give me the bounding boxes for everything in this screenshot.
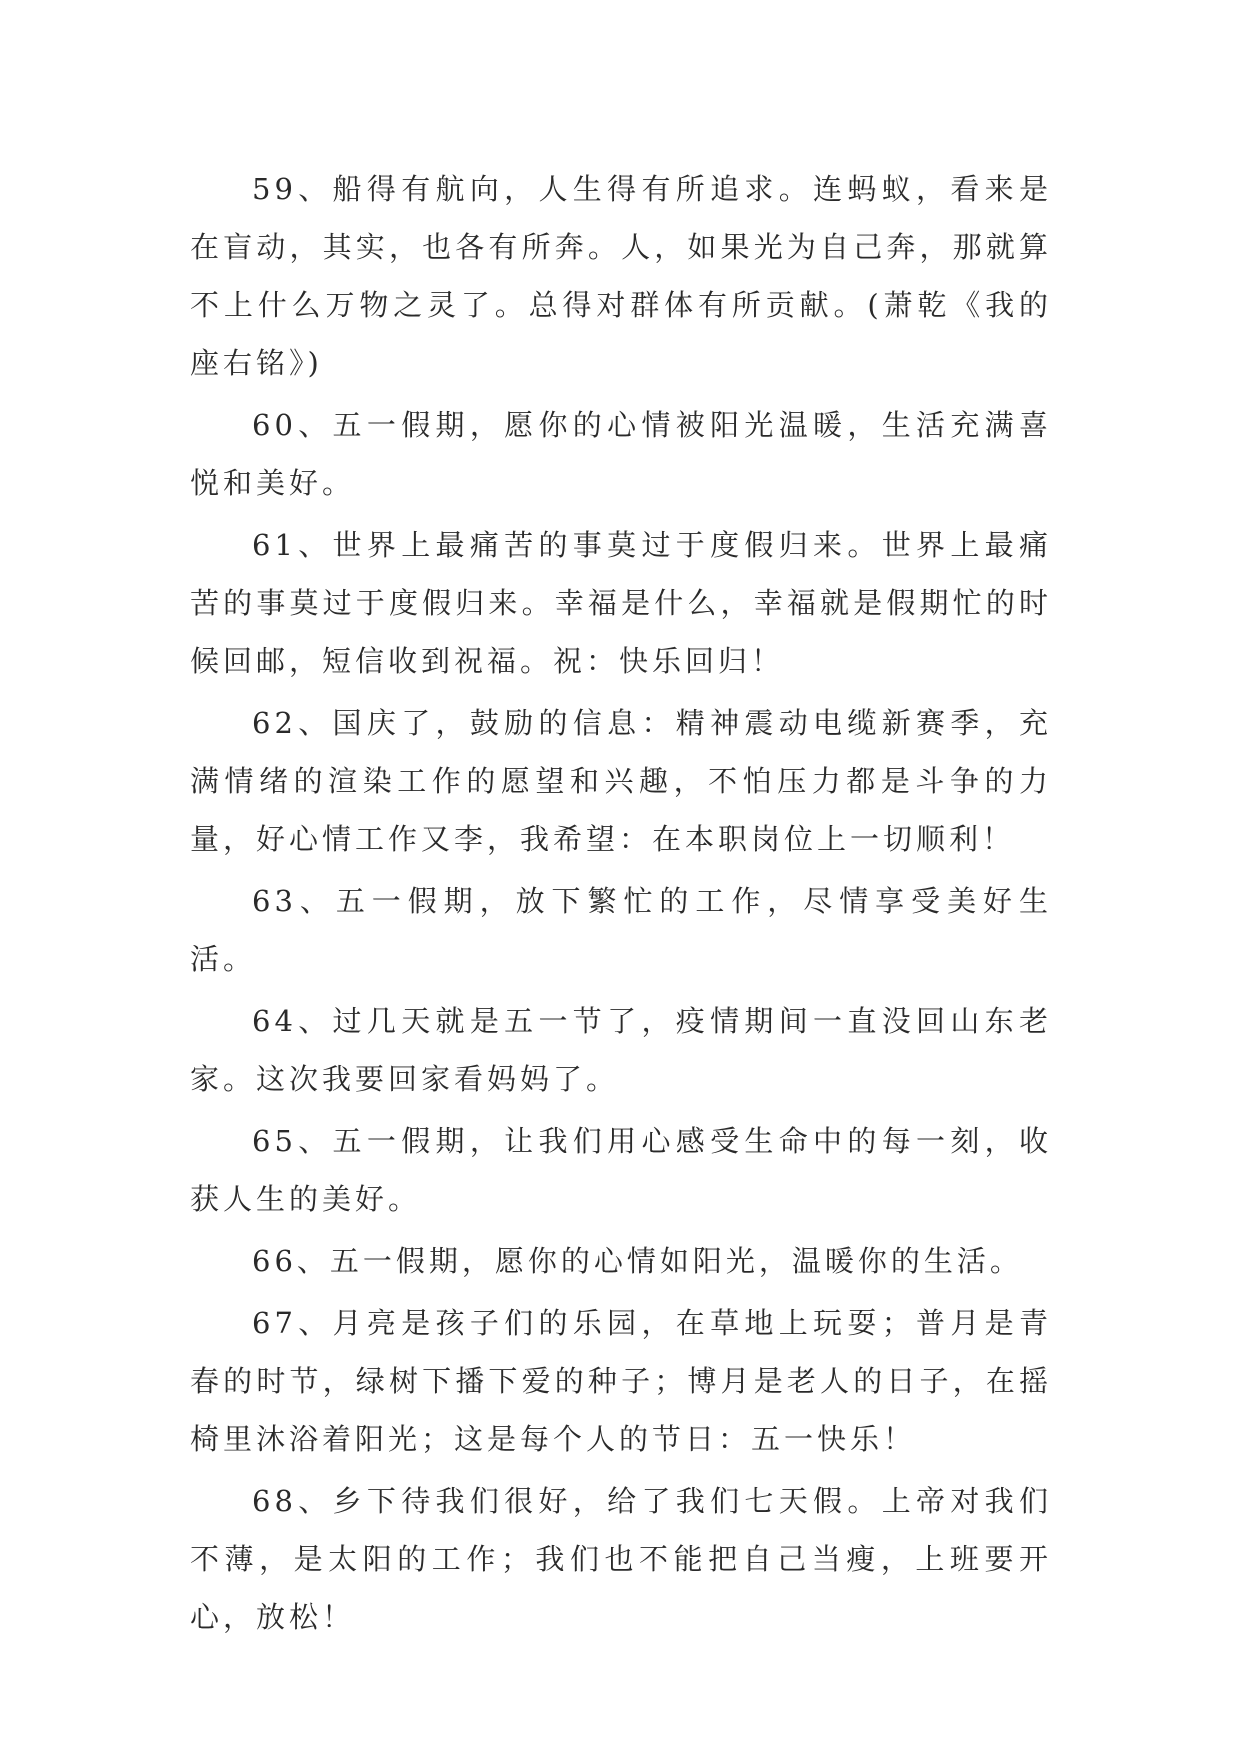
- paragraph-68: 68、乡下待我们很好，给了我们七天假。上帝对我们不薄，是太阳的工作；我们也不能把自己当瘦，上班要开心，放松！: [190, 1484, 1052, 1634]
- document-body: [190, 160, 1052, 1650]
- paragraph-61: 61、世界上最痛苦的事莫过于度假归来。世界上最痛苦的事莫过于度假归来。幸福是什么，幸福就是假期忙的时候回邮，短信收到祝福。祝：快乐回归！: [190, 528, 1052, 678]
- paragraph-64: 64、过几天就是五一节了，疫情期间一直没回山东老家。这次我要回家看妈妈了。: [190, 1004, 1052, 1096]
- paragraph-60: 60、五一假期，愿你的心情被阳光温暖，生活充满喜悦和美好。: [190, 408, 1052, 500]
- paragraph-65: 65、五一假期，让我们用心感受生命中的每一刻，收获人生的美好。: [190, 1124, 1052, 1216]
- paragraph-66: 66、五一假期，愿你的心情如阳光，温暖你的生活。: [252, 1244, 1023, 1278]
- paragraph-67: 67、月亮是孩子们的乐园，在草地上玩耍；普月是青春的时节，绿树下播下爱的种子；博月是老人的日子，在摇椅里沐浴着阳光；这是每个人的节日：五一快乐！: [190, 1306, 1052, 1456]
- paragraph-63: 63、五一假期，放下繁忙的工作，尽情享受美好生活。: [190, 884, 1052, 976]
- paragraph-59: 59、船得有航向，人生得有所追求。连蚂蚁，看来是在盲动，其实，也各有所奔。人，如果光为自己奔，那就算不上什么万物之灵了。总得对群体有所贡献。(萧乾《我的座右铭》): [190, 172, 1052, 380]
- paragraph-62: 62、国庆了，鼓励的信息：精神震动电缆新赛季，充满情绪的渲染工作的愿望和兴趣，不怕压力都是斗争的力量，好心情工作又李，我希望：在本职岗位上一切顺利！: [190, 706, 1052, 856]
